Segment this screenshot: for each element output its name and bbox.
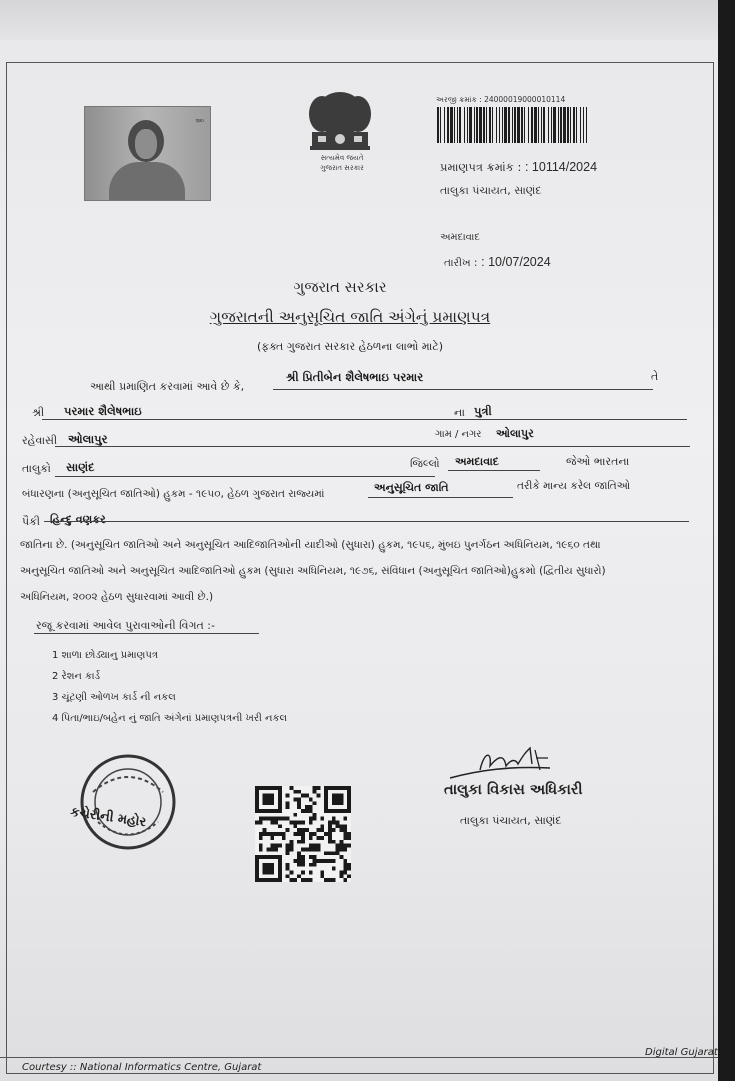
- district-line: [448, 470, 540, 471]
- qr-finder: [263, 794, 275, 806]
- qr-module: [301, 859, 305, 863]
- qr-module: [332, 851, 336, 855]
- barcode-bar: [454, 107, 455, 143]
- relation: પુત્રી: [474, 404, 492, 418]
- qr-module: [332, 878, 336, 882]
- barcode-bar: [474, 107, 475, 143]
- taluka-label: તાલુકો: [22, 462, 51, 475]
- barcode-bar: [483, 107, 485, 143]
- qr-module: [290, 821, 294, 825]
- qr-module: [274, 844, 278, 848]
- barcode-bar: [524, 107, 525, 143]
- qr-module: [328, 828, 332, 832]
- qr-module: [347, 867, 351, 871]
- issuing-office: તાલુકા પંચાયત, સાણંદ: [440, 184, 542, 197]
- qr-module: [297, 821, 301, 825]
- shri-label: શ્રી: [32, 406, 45, 419]
- qr-module: [301, 794, 305, 798]
- qr-module: [309, 870, 313, 874]
- qr-module: [339, 828, 343, 832]
- resident-value: ઓલાપુર: [68, 432, 108, 446]
- barcode-bar: [583, 107, 584, 143]
- qr-module: [270, 821, 274, 825]
- qr-module: [336, 824, 340, 828]
- qr-module: [293, 821, 297, 825]
- qr-module: [320, 870, 324, 874]
- qr-module: [324, 832, 328, 836]
- barcode-bar: [558, 107, 559, 143]
- barcode-bar: [553, 107, 556, 143]
- qr-module: [339, 824, 343, 828]
- barcode-bar: [508, 107, 510, 143]
- document-item-3: 3 ચૂંટણી ઓળખ કાર્ડ ની નકલ: [52, 692, 176, 703]
- barcode-bar: [440, 107, 441, 143]
- qr-module: [313, 817, 317, 821]
- qr-module: [309, 832, 313, 836]
- qr-module: [313, 863, 317, 867]
- qr-module: [301, 870, 305, 874]
- qr-module: [313, 832, 317, 836]
- qr-module: [301, 828, 305, 832]
- qr-module: [324, 859, 328, 863]
- documents-heading: રજૂ કરવામાં આવેલ પુરાવાઓની વિગત :-: [36, 619, 215, 632]
- legal-paragraph: [20, 532, 710, 610]
- document-item-2: 2 રેશન કાર્ડ: [52, 671, 101, 682]
- qr-module: [316, 828, 320, 832]
- qr-module: [332, 840, 336, 844]
- qr-module: [259, 847, 263, 851]
- qr-module: [332, 828, 336, 832]
- qr-module: [339, 855, 343, 859]
- qr-module: [301, 809, 305, 813]
- barcode-bar: [457, 107, 458, 143]
- qr-module: [309, 836, 313, 840]
- qr-module: [313, 801, 317, 805]
- qr-module: [293, 878, 297, 882]
- qr-module: [343, 844, 347, 848]
- qr-module: [274, 847, 278, 851]
- qr-module: [313, 786, 317, 790]
- footer-digital-gujarat: Digital Gujarat: [645, 1047, 718, 1058]
- qr-module: [320, 828, 324, 832]
- qr-module: [313, 847, 317, 851]
- qr-module: [324, 851, 328, 855]
- qr-module: [274, 832, 278, 836]
- barcode-bar: [469, 107, 472, 143]
- qr-module: [290, 840, 294, 844]
- qr-module: [293, 790, 297, 794]
- caste-category-line: [368, 497, 513, 498]
- barcode-bar: [560, 107, 562, 143]
- recognized-text: તરીકે માન્ય કરેલ જાતિઓ: [517, 480, 631, 492]
- barcode-bar: [479, 107, 482, 143]
- qr-module: [290, 870, 294, 874]
- barcode-bar: [531, 107, 533, 143]
- qr-module: [293, 859, 297, 863]
- qr-module: [270, 817, 274, 821]
- qr-module: [309, 844, 313, 848]
- qr-module: [343, 878, 347, 882]
- footer-divider: [0, 1057, 718, 1058]
- barcode-bar: [514, 107, 516, 143]
- village-label: ગામ / નગર: [435, 429, 482, 440]
- qr-module: [313, 855, 317, 859]
- applicant-name: શ્રી પ્રિતીબેન શૈલેષભાઇ પરમાર: [286, 370, 424, 384]
- qr-module: [286, 851, 290, 855]
- qr-module: [263, 817, 267, 821]
- qr-module: [343, 836, 347, 840]
- village-value: ઓલાપુર: [496, 427, 534, 440]
- qr-module: [328, 824, 332, 828]
- barcode-bar: [570, 107, 571, 143]
- resident-line: [55, 446, 690, 447]
- photo-tag: ఇల: [195, 117, 204, 124]
- barcode-bar: [502, 107, 503, 143]
- qr-module: [343, 863, 347, 867]
- qr-module: [259, 844, 263, 848]
- qr-module: [297, 863, 301, 867]
- qr-module: [263, 832, 267, 836]
- qr-module: [290, 878, 294, 882]
- qr-module: [328, 821, 332, 825]
- barcode-bar: [521, 107, 523, 143]
- qr-module: [301, 836, 305, 840]
- qr-module: [313, 790, 317, 794]
- qr-module: [332, 821, 336, 825]
- document-item-4: 4 પિતા/ભાઇ/બહેન નું જાતિ અંગેનાં પ્રમાણપત્રની ખરી નકલ: [52, 713, 288, 724]
- qr-module: [343, 859, 347, 863]
- barcode-bar: [551, 107, 552, 143]
- qr-module: [259, 836, 263, 840]
- qr-module: [347, 874, 351, 878]
- qr-module: [293, 832, 297, 836]
- qr-module: [267, 817, 271, 821]
- qr-module: [286, 817, 290, 821]
- qr-module: [286, 801, 290, 805]
- legal-paragraph-line-2: અનુસૂચિત જાતિઓ અને અનુસૂચિત આદિજાતિઓ હુકમ (સુધારા અધિનિયમ, ૧૯૭૬, સંવિધાન (અનુસૂચિત જાતિઓ)હુકમો (દ્વિતીય સુધારો): [20, 565, 606, 577]
- certify-text: આથી પ્રમાણિત કરવામાં આવે છે કે,: [90, 380, 245, 393]
- qr-module: [297, 832, 301, 836]
- office-seal-icon: [78, 752, 178, 852]
- resident-label: રહેવાસી: [22, 434, 58, 447]
- qr-module: [316, 794, 320, 798]
- caste-line: [44, 521, 689, 522]
- qr-module: [324, 878, 328, 882]
- qr-module: [320, 874, 324, 878]
- qr-module: [320, 824, 324, 828]
- qr-module: [297, 874, 301, 878]
- qr-module: [278, 817, 282, 821]
- qr-module: [309, 821, 313, 825]
- father-name-line: [42, 419, 687, 420]
- qr-module: [328, 859, 332, 863]
- qr-module: [328, 832, 332, 836]
- footer-courtesy: Courtesy :: National Informatics Centre, Gujarat: [22, 1062, 262, 1073]
- qr-module: [309, 798, 313, 802]
- qr-module: [343, 832, 347, 836]
- qr-module: [336, 844, 340, 848]
- qr-module: [305, 828, 309, 832]
- qr-module: [305, 878, 309, 882]
- qr-module: [259, 821, 263, 825]
- qr-module: [282, 832, 286, 836]
- qr-finder: [332, 794, 344, 806]
- signatory-title: તાલુકા વિકાસ અધિકારી: [444, 782, 583, 798]
- qr-module: [297, 855, 301, 859]
- qr-module: [297, 828, 301, 832]
- qr-module: [316, 859, 320, 863]
- qr-module: [347, 863, 351, 867]
- barcode-bar: [576, 107, 577, 143]
- taluka-line: [55, 476, 435, 477]
- barcode-bar: [567, 107, 569, 143]
- govt-title: ગુજરાત સરકાર: [293, 278, 387, 296]
- na-text: ના: [454, 406, 465, 419]
- barcode-bar: [586, 107, 587, 143]
- paper-top-strip: [0, 0, 718, 40]
- qr-module: [270, 836, 274, 840]
- qr-module: [343, 817, 347, 821]
- barcode-bar: [476, 107, 478, 143]
- qr-module: [305, 809, 309, 813]
- india-text: જેઓ ભારતના: [566, 455, 630, 468]
- applicant-photo: [84, 106, 211, 201]
- barcode-bar: [450, 107, 453, 143]
- constitution-text: બંધારણના (અનુસૂચિત જાતિઓ) હુકમ - ૧૯૫૦, હેઠળ ગુજરાત રાજ્યમાં: [22, 488, 325, 500]
- barcode-bar: [573, 107, 575, 143]
- qr-module: [328, 851, 332, 855]
- qr-module: [286, 874, 290, 878]
- qr-module: [305, 794, 309, 798]
- qr-module: [293, 813, 297, 817]
- qr-module: [305, 847, 309, 851]
- qr-module: [286, 794, 290, 798]
- qr-module: [316, 847, 320, 851]
- qr-module: [293, 798, 297, 802]
- barcode-bar: [444, 107, 445, 143]
- qr-module: [286, 867, 290, 871]
- qr-module: [290, 847, 294, 851]
- qr-module: [278, 824, 282, 828]
- barcode: [437, 107, 589, 143]
- qr-module: [270, 844, 274, 848]
- qr-module: [336, 851, 340, 855]
- qr-module: [290, 786, 294, 790]
- qr-module: [290, 844, 294, 848]
- legal-paragraph-line-1: જાતિના છે. (અનુસૂચિત જાતિઓ અને અનુસૂચિત આદિજાતિઓની યાદીઓ (સુધારા) હુકમ, ૧૯૫૬, મુંબઇ પુનર્ગઠન અધિનિયમ, ૧૯૬૦ તથા: [20, 539, 601, 551]
- qr-module: [313, 859, 317, 863]
- qr-module: [343, 828, 347, 832]
- qr-module: [339, 874, 343, 878]
- qr-module: [286, 828, 290, 832]
- qr-module: [297, 790, 301, 794]
- barcode-bar: [467, 107, 468, 143]
- qr-module: [328, 840, 332, 844]
- qr-module: [301, 878, 305, 882]
- from-label: પૈકી: [22, 515, 41, 528]
- qr-module: [309, 863, 313, 867]
- qr-module: [259, 817, 263, 821]
- qr-module: [267, 832, 271, 836]
- issue-date: તારીખ : : 10/07/2024: [444, 255, 551, 269]
- qr-module: [301, 855, 305, 859]
- qr-module: [316, 786, 320, 790]
- barcode-bar: [580, 107, 581, 143]
- qr-module: [297, 798, 301, 802]
- qr-module: [332, 867, 336, 871]
- barcode-bar: [541, 107, 542, 143]
- qr-module: [286, 805, 290, 809]
- qr-module: [297, 859, 301, 863]
- qr-module: [267, 847, 271, 851]
- qr-module: [347, 832, 351, 836]
- qr-module: [343, 870, 347, 874]
- qr-module: [301, 821, 305, 825]
- district-value: અમદાવાદ: [455, 455, 499, 468]
- barcode-bar: [504, 107, 507, 143]
- certificate-number: પ્રમાણપત્ર ક્રમાંક : : 10114/2024: [440, 160, 598, 174]
- barcode-bar: [496, 107, 497, 143]
- qr-module: [282, 817, 286, 821]
- taluka-value: સાણંદ: [66, 460, 95, 474]
- qr-module: [320, 859, 324, 863]
- barcode-bar: [447, 107, 449, 143]
- qr-module: [309, 878, 313, 882]
- father-name: પરમાર શૈલેષભાઇ: [64, 404, 142, 418]
- applicant-name-line: [273, 389, 653, 390]
- qr-module: [309, 855, 313, 859]
- qr-module: [274, 821, 278, 825]
- seal-text: કચેરીની મહોર: [69, 804, 148, 831]
- barcode-bar: [538, 107, 539, 143]
- documents-heading-underline: [34, 633, 259, 634]
- barcode-bar: [499, 107, 500, 143]
- qr-module: [339, 870, 343, 874]
- certificate-title: ગુજરાતની અનુસૂચિત જાતિ અંગેનું પ્રમાણપત્ર: [209, 308, 491, 326]
- qr-module: [309, 817, 313, 821]
- qr-module: [297, 801, 301, 805]
- qr-module: [343, 847, 347, 851]
- qr-module: [339, 847, 343, 851]
- qr-module: [347, 844, 351, 848]
- qr-module: [286, 847, 290, 851]
- qr-module: [328, 878, 332, 882]
- qr-module: [332, 817, 336, 821]
- barcode-bar: [528, 107, 529, 143]
- qr-module: [328, 836, 332, 840]
- qr-module: [309, 847, 313, 851]
- qr-module: [293, 824, 297, 828]
- qr-module: [297, 805, 301, 809]
- qr-module: [301, 863, 305, 867]
- caste-value: હિન્દુ વણકર: [50, 513, 106, 526]
- qr-module: [301, 832, 305, 836]
- qr-module: [336, 821, 340, 825]
- qr-module: [263, 828, 267, 832]
- qr-module: [259, 832, 263, 836]
- qr-module: [336, 847, 340, 851]
- emblem-caption-govt: ગુજરાત સરકાર: [320, 164, 364, 172]
- barcode-bar: [489, 107, 491, 143]
- qr-module: [339, 840, 343, 844]
- barcode-bar: [543, 107, 545, 143]
- qr-module: [347, 836, 351, 840]
- qr-module: [286, 863, 290, 867]
- qr-module: [313, 813, 317, 817]
- qr-module: [297, 851, 301, 855]
- qr-module: [343, 824, 347, 828]
- barcode-bar: [492, 107, 493, 143]
- barcode-bar: [437, 107, 439, 143]
- qr-module: [278, 844, 282, 848]
- qr-module: [309, 805, 313, 809]
- qr-module: [320, 817, 324, 821]
- city: અમદાવાદ: [440, 232, 480, 243]
- barcode-bar: [548, 107, 549, 143]
- qr-module: [320, 836, 324, 840]
- qr-module: [332, 859, 336, 863]
- application-number: અરજી ક્રમાંક : 24000019000010114: [436, 95, 566, 104]
- qr-module: [274, 817, 278, 821]
- qr-module: [316, 836, 320, 840]
- qr-module: [309, 809, 313, 813]
- emblem-caption-motto: સત્યમેવ જયતે: [320, 154, 364, 162]
- barcode-bar: [534, 107, 537, 143]
- qr-module: [270, 832, 274, 836]
- qr-module: [297, 840, 301, 844]
- district-label: જિલ્લો: [410, 457, 440, 470]
- qr-finder: [263, 863, 275, 875]
- barcode-bar: [486, 107, 487, 143]
- barcode-bar: [512, 107, 513, 143]
- qr-module: [316, 844, 320, 848]
- qr-module: [270, 847, 274, 851]
- qr-module: [305, 805, 309, 809]
- certificate-note: (ફક્ત ગુજરાત સરકાર હેઠળના લાભો માટે): [256, 340, 444, 353]
- caste-category: અનુસૂચિત જાતિ: [374, 481, 449, 494]
- signatory-office: તાલુકા પંચાયત, સાણંદ: [460, 814, 562, 827]
- qr-module: [301, 840, 305, 844]
- qr-module: [301, 847, 305, 851]
- barcode-bar: [464, 107, 465, 143]
- qr-module: [343, 867, 347, 871]
- barcode-bar: [563, 107, 566, 143]
- qr-module: [339, 844, 343, 848]
- barcode-bar: [459, 107, 461, 143]
- te-text: તે: [651, 370, 659, 383]
- qr-module: [286, 844, 290, 848]
- document-item-1: 1 શાળા છોડ્યાનુ પ્રમાણપત્ર: [52, 650, 158, 661]
- qr-module: [278, 832, 282, 836]
- barcode-bar: [517, 107, 520, 143]
- qr-module: [255, 821, 259, 825]
- qr-code: [255, 784, 351, 884]
- qr-module: [313, 844, 317, 848]
- legal-paragraph-line-3: અધિનિયમ, ૨૦૦૨ હેઠળ સુધારવામાં આવી છે.): [20, 591, 214, 603]
- qr-module: [282, 836, 286, 840]
